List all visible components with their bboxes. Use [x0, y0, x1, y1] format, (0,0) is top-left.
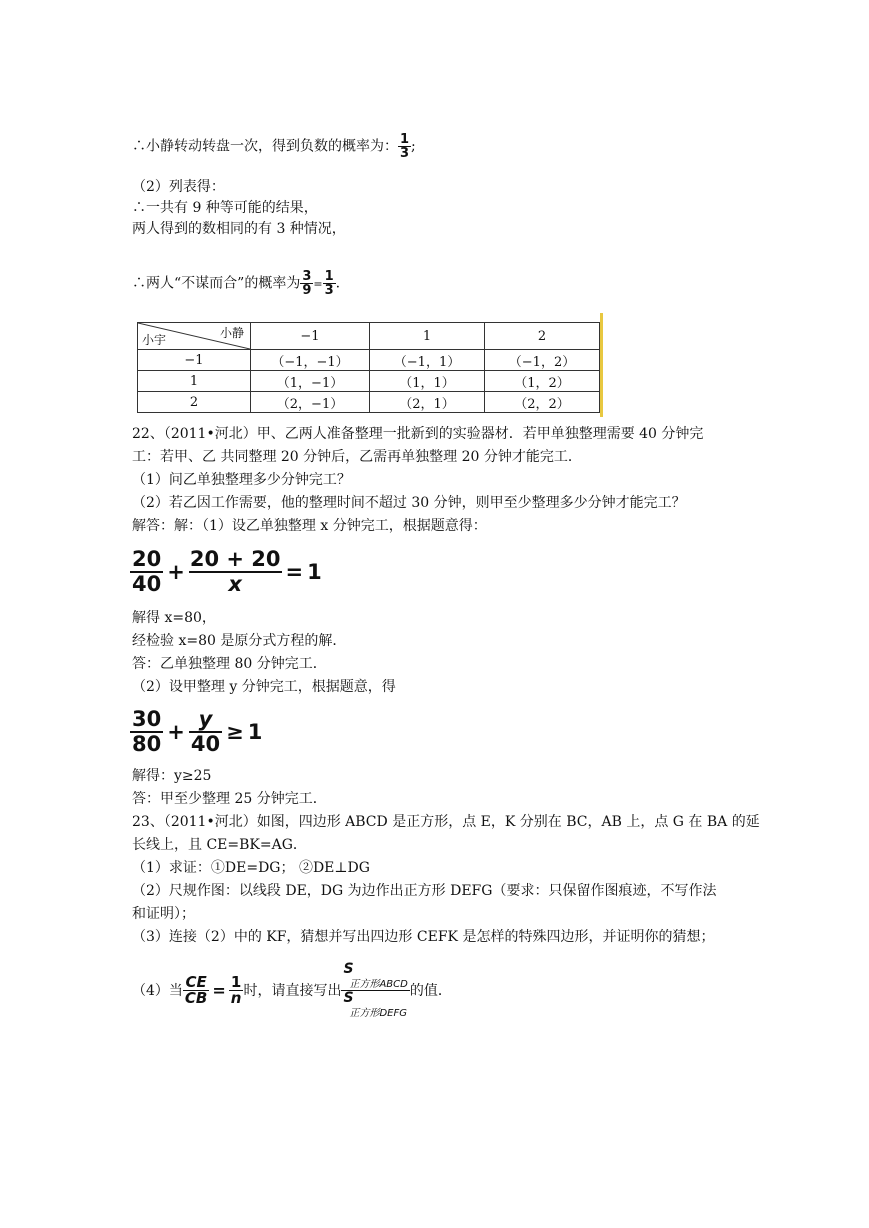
q22-answer-2: 答：甲至少整理 25 分钟完工．	[132, 791, 327, 807]
denominator: 80	[132, 732, 162, 756]
denominator: 40	[132, 572, 162, 596]
punct: ;	[411, 138, 416, 155]
fraction-one-third	[398, 133, 411, 160]
denominator	[341, 991, 409, 1019]
q23-statement-1: 23、（2011•河北）如图，四边形 ABCD 是正方形，点 E，K 分别在 BC，AB 上，点 G 在 BA 的延	[132, 814, 760, 830]
q22-result-1: 解得 x=80，	[132, 610, 216, 626]
s-symbol: S	[343, 961, 354, 977]
numerator: 30	[132, 707, 162, 731]
q23-statement-2: 长线上，且 CE=BK=AG．	[132, 837, 307, 853]
same-number-line: 两人得到的数相同的有 3 种情况，	[132, 221, 346, 237]
numerator	[341, 962, 409, 991]
punct: .	[335, 275, 341, 292]
column-header: 1	[370, 323, 485, 350]
fraction-one-third	[323, 270, 336, 297]
denominator: 40	[190, 732, 221, 756]
plus-sign: +	[167, 720, 185, 744]
fraction-1-n	[229, 975, 244, 1006]
numerator: 20	[132, 547, 162, 571]
numerator: 20 + 20	[189, 547, 281, 571]
q22-part-1: （1）问乙单独整理多少分钟完工？	[132, 472, 351, 488]
table-row	[138, 371, 600, 392]
denominator: 9	[302, 283, 312, 298]
q22-part-2: （2）若乙因工作需要，他的整理时间不超过 30 分钟，则甲至少整理多少分钟才能完工？	[132, 495, 686, 511]
fraction-20-40	[130, 549, 163, 595]
denominator: n	[230, 989, 242, 1007]
coincidence-probability-line	[132, 270, 340, 297]
q22-statement-2: 工：若甲、乙 共同整理 20 分钟后，乙需再单独整理 20 分钟才能完工．	[132, 449, 582, 465]
text: 时，请直接写出	[243, 982, 342, 999]
equals-sign: =	[212, 980, 226, 1000]
denominator: 3	[400, 146, 410, 161]
numerator: CE	[183, 975, 209, 991]
q23-part-1: （1）求证：①DE=DG； ②DE⊥DG	[132, 860, 370, 876]
probability-line	[132, 133, 416, 160]
numerator: y	[189, 709, 222, 733]
plus-sign: +	[167, 560, 185, 584]
equals-sign: =	[285, 560, 304, 584]
numerator: 1	[229, 975, 244, 991]
highlight-bar	[600, 313, 603, 417]
rhs-value: 1	[307, 560, 322, 584]
q22-result-2: 解得：y≥25	[132, 768, 212, 784]
table-cell: （−1，2）	[485, 350, 600, 371]
area-ratio-fraction	[341, 962, 409, 1019]
equation-1	[130, 549, 322, 595]
fraction-y-40	[189, 709, 222, 755]
q23-part-3: （3）连接（2）中的 KF，猜想并写出四边形 CEFK 是怎样的特殊四边形，并证明你的猜想；	[132, 929, 715, 945]
table-cell: （2，2）	[485, 392, 600, 413]
fraction-ce-cb	[183, 975, 209, 1006]
row-header: 1	[138, 371, 251, 392]
table-cell: （2，−1）	[251, 392, 370, 413]
q22-part-2-setup: （2）设甲整理 y 分钟完工，根据题意，得	[132, 679, 396, 695]
text: （4）当	[132, 982, 183, 999]
fraction-30-80	[130, 709, 163, 755]
denominator: CB	[184, 989, 208, 1007]
equals: =	[313, 277, 323, 291]
equation-2	[130, 709, 262, 755]
q22-answer-1: 答：乙单独整理 80 分钟完工．	[132, 656, 327, 672]
fraction-40-x	[189, 549, 282, 595]
table-cell: （1，2）	[485, 371, 600, 392]
table-row	[138, 392, 600, 413]
q23-part-4	[132, 962, 452, 1019]
q22-statement-1: 22、（2011•河北）甲、乙两人准备整理一批新到的实验器材．若甲单独整理需要 40 分钟完	[132, 426, 704, 442]
rhs-value: 1	[247, 720, 263, 744]
list-label-line: （2）列表得：	[132, 179, 225, 195]
table-header-row	[138, 323, 600, 350]
row-header: −1	[138, 350, 251, 371]
subscript: 正方形DEFG	[349, 1008, 407, 1019]
text: ∴小静转动转盘一次，得到负数的概率为：	[132, 138, 398, 155]
column-header: −1	[251, 323, 370, 350]
q23-part-2b: 和证明）；	[132, 906, 195, 922]
text: ∴两人“不谋而合”的概率为	[132, 275, 301, 292]
table-cell: （2，1）	[370, 392, 485, 413]
subscript: 正方形ABCD	[349, 979, 408, 990]
s-symbol: S	[343, 990, 354, 1006]
text: 的值．	[409, 982, 452, 999]
table-cell: （−1，1）	[370, 350, 485, 371]
numerator: 1	[400, 132, 410, 147]
table-cell: （1，1）	[370, 371, 485, 392]
fraction-three-ninths	[300, 270, 313, 297]
q22-solution-intro: 解答：解：（1）设乙单独整理 x 分钟完工，根据题意得：	[132, 518, 487, 534]
q23-part-2a: （2）尺规作图：以线段 DE，DG 为边作出正方形 DEFG（要求：只保留作图痕迹，不写作法	[132, 883, 717, 899]
geq-sign: ≥	[226, 720, 244, 744]
table-cell: （1，−1）	[251, 371, 370, 392]
q22-check: 经检验 x=80 是原分式方程的解．	[132, 633, 347, 649]
outcome-table	[137, 322, 600, 413]
denominator: x	[228, 572, 242, 596]
table-row	[138, 350, 600, 371]
row-axis-label: 小宇	[142, 333, 167, 347]
row-header: 2	[138, 392, 251, 413]
denominator: 3	[324, 283, 334, 298]
diagonal-header-cell	[138, 323, 251, 350]
numerator: 3	[302, 269, 312, 284]
column-axis-label: 小静	[219, 326, 244, 340]
numerator: 1	[324, 269, 334, 284]
outcomes-line: ∴一共有 9 种等可能的结果，	[132, 200, 318, 216]
table-cell: （−1，−1）	[251, 350, 370, 371]
column-header: 2	[485, 323, 600, 350]
